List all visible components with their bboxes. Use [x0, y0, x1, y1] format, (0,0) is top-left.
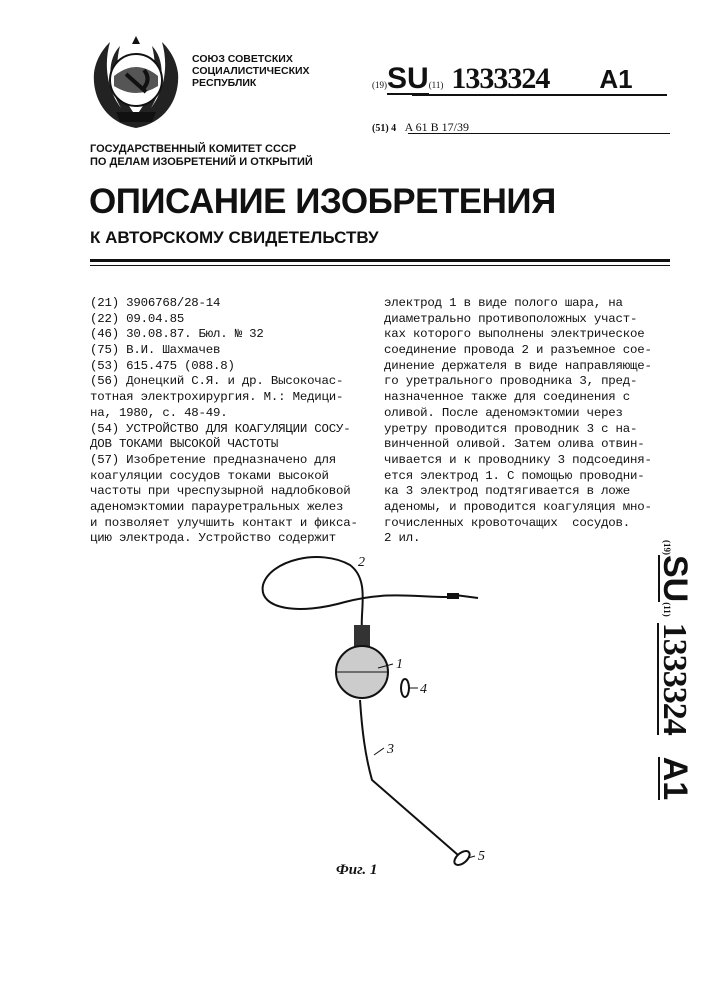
- patent-page: [0, 0, 707, 1000]
- text-line: винченной оливой. Затем олива отвин-: [384, 437, 652, 453]
- label-3: 3: [386, 742, 394, 757]
- document-subtitle: К АВТОРСКОМУ СВИДЕТЕЛЬСТВУ: [90, 228, 379, 248]
- union-line: СОЮЗ СОВЕТСКИХ: [192, 53, 310, 65]
- ipc-class: A 61 B 17/39: [405, 120, 469, 134]
- code-11: (11): [429, 80, 444, 90]
- text-line: на, 1980, с. 48-49.: [90, 406, 358, 422]
- label-5: 5: [478, 849, 485, 864]
- figure-1-drawing: [0, 550, 640, 890]
- text-line: чивается и к проводнику 3 подсоединя-: [384, 453, 652, 469]
- olive-part-4: [401, 679, 409, 697]
- union-line: РЕСПУБЛИК: [192, 77, 310, 89]
- side-number: 1333324: [657, 623, 689, 735]
- text-line: го уретрального проводника 3, пред-: [384, 374, 652, 390]
- label-4: 4: [420, 682, 427, 697]
- text-line: ка 3 электрод подтягивается в ложе: [384, 484, 652, 500]
- text-line: электрод 1 в виде полого шара, на: [384, 296, 652, 312]
- text-line: аденомэктомии парауретральных желез: [90, 500, 358, 516]
- text-line: (21) 3906768/28-14: [90, 296, 358, 312]
- text-line: (54) УСТРОЙСТВО ДЛЯ КОАГУЛЯЦИИ СОСУ-: [90, 422, 358, 438]
- code-19: (19): [372, 80, 387, 90]
- text-line: ДОВ ТОКАМИ ВЫСОКОЙ ЧАСТОТЫ: [90, 437, 358, 453]
- committee-line: ГОСУДАРСТВЕННЫЙ КОМИТЕТ СССР: [90, 143, 313, 156]
- text-line: тотная электрохирургия. М.: Медици-: [90, 390, 358, 406]
- union-line: СОЦИАЛИСТИЧЕСКИХ: [192, 65, 310, 77]
- text-line: (56) Донецкий С.Я. и др. Высокочас-: [90, 374, 358, 390]
- text-line: частоты при чреспузырной надлобковой: [90, 484, 358, 500]
- side-kind: A1: [658, 757, 690, 800]
- text-line: и позволяет улучшить контакт и фикса-: [90, 516, 358, 532]
- abstract-column: [384, 296, 652, 547]
- text-line: гочисленных кровоточащих сосудов.: [384, 516, 652, 532]
- text-line: ках которого выполнены электрическое: [384, 327, 652, 343]
- kind-code: A1: [599, 64, 632, 95]
- country-code: SU: [387, 65, 429, 95]
- side-code-11: (11): [662, 602, 672, 617]
- plug-tip: [447, 593, 459, 599]
- text-line: назначенное также для соединения с: [384, 390, 652, 406]
- label-2: 2: [358, 555, 365, 570]
- code-51: (51) 4: [372, 123, 396, 134]
- text-line: 2 ил.: [384, 531, 652, 547]
- label-1: 1: [396, 657, 403, 672]
- text-line: оливой. После аденомэктомии через: [384, 406, 652, 422]
- document-title: ОПИСАНИЕ ИЗОБРЕТЕНИЯ: [89, 182, 556, 222]
- bibliographic-column: [90, 296, 358, 547]
- side-country: SU: [658, 555, 690, 602]
- text-line: цию электрода. Устройство содержит: [90, 531, 358, 547]
- text-line: ется электрод 1. С помощью проводни-: [384, 469, 652, 485]
- committee-line: ПО ДЕЛАМ ИЗОБРЕТЕНИЙ И ОТКРЫТИЙ: [90, 156, 313, 169]
- text-line: (46) 30.08.87. Бюл. № 32: [90, 327, 358, 343]
- patent-number-block: [372, 62, 633, 96]
- side-patent-number: [657, 540, 690, 800]
- connector: [354, 625, 370, 647]
- text-line: соединение провода 2 и разъемное сое-: [384, 343, 652, 359]
- text-line: коагуляции сосудов токами высокой: [90, 469, 358, 485]
- text-line: (53) 615.475 (088.8): [90, 359, 358, 375]
- text-line: аденомы, и проводится коагуляция мно-: [384, 500, 652, 516]
- text-line: (22) 09.04.85: [90, 312, 358, 328]
- text-line: (75) В.И. Шахмачев: [90, 343, 358, 359]
- patent-number: 1333324: [451, 62, 549, 96]
- conductor-3: [360, 700, 458, 855]
- text-line: динение держателя в виде направляюще-: [384, 359, 652, 375]
- text-line: уретру проводится проводник 3 с на-: [384, 422, 652, 438]
- text-line: диаметрально противоположных участ-: [384, 312, 652, 328]
- ussr-emblem-icon: [86, 28, 186, 136]
- text-line: (57) Изобретение предназначено для: [90, 453, 358, 469]
- side-code-19: (19): [662, 540, 672, 555]
- figure-caption: Фиг. 1: [336, 862, 377, 879]
